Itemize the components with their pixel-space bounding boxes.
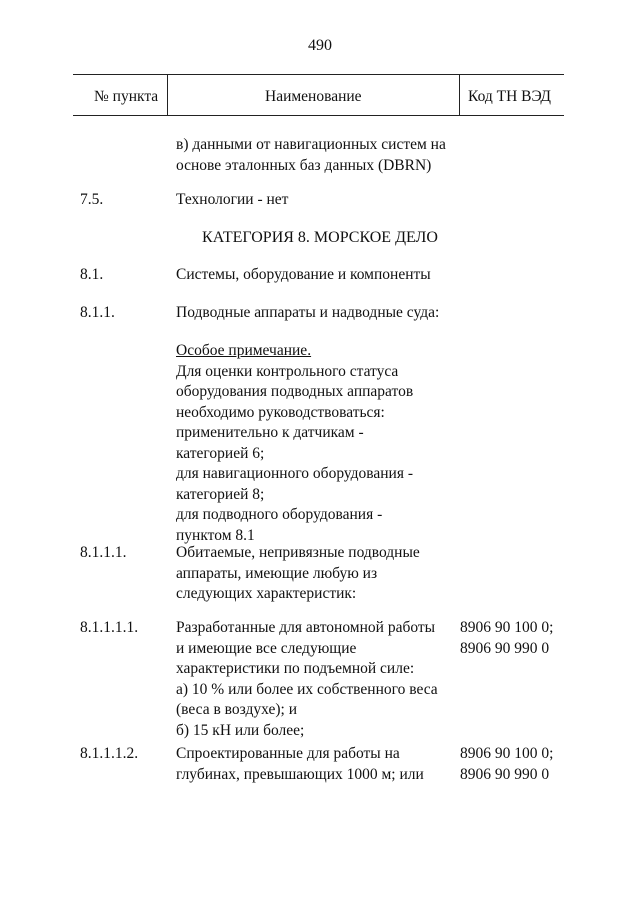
item-text-line: аппараты, имеющие любую из (176, 564, 378, 582)
item-text-line: категорией 8; (176, 485, 265, 503)
header-divider-1 (167, 74, 168, 116)
item-number: 8.1.1. (80, 304, 115, 321)
item-text (176, 135, 461, 176)
item-text-line: для навигационного оборудования - (176, 465, 414, 482)
header-col-number: № пункта (94, 88, 159, 105)
item-text-line: а) 10 % или более их собственного веса (176, 680, 438, 698)
item-number: 8.1.1.1.2. (80, 745, 139, 762)
item-text-line: Спроектированные для работы на (176, 745, 400, 762)
item-text-line: для подводного оборудования - (176, 506, 383, 523)
item-text-line: следующих характеристик: (176, 585, 357, 602)
item-codes (460, 744, 570, 785)
item-text-line: необходимо руководствоваться: (176, 403, 385, 421)
header-col-code: Код ТН ВЭД (468, 88, 552, 105)
item-text (176, 303, 461, 324)
item-text-line: Системы, оборудование и компоненты (176, 266, 431, 283)
special-note-title: Особое примечание. (176, 342, 312, 359)
tn-ved-code: 8906 90 990 0 (460, 765, 550, 783)
tn-ved-code: 8906 90 990 0 (460, 639, 550, 657)
header-col-name: Наименование (265, 88, 362, 105)
item-text (176, 744, 461, 785)
item-text (176, 543, 461, 605)
category-heading: КАТЕГОРИЯ 8. МОРСКОЕ ДЕЛО (202, 229, 438, 246)
item-text-line: категорией 6; (176, 444, 265, 462)
item-number: 8.1.1.1.1. (80, 619, 139, 636)
tn-ved-code: 8906 90 100 0; (460, 745, 554, 762)
item-text-line: Технологии - нет (176, 191, 289, 208)
item-text-line: (веса в воздухе); и (176, 701, 297, 718)
item-text (176, 265, 461, 286)
page-number: 490 (308, 37, 332, 54)
header-bottom-rule (73, 115, 564, 116)
item-number: 8.1. (80, 266, 104, 283)
header-divider-2 (459, 74, 460, 116)
header-top-rule (73, 74, 564, 75)
item-codes (460, 618, 570, 659)
item-text-line: глубинах, превышающих 1000 м; или (176, 765, 424, 783)
item-number: 8.1.1.1. (80, 544, 127, 561)
item-text-line: б) 15 кН или более; (176, 721, 305, 739)
item-text-line: Для оценки контрольного статуса (176, 362, 399, 380)
tn-ved-code: 8906 90 100 0; (460, 619, 554, 636)
item-text-line: характеристики по подъемной силе: (176, 660, 415, 677)
item-text-line: основе эталонных баз данных (DBRN) (176, 156, 432, 174)
item-text-line: Подводные аппараты и надводные суда: (176, 304, 440, 321)
item-text-line: и имеющие все следующие (176, 639, 357, 657)
item-text (176, 190, 461, 211)
special-note (176, 341, 461, 546)
item-text-line: Разработанные для автономной работы (176, 619, 436, 636)
item-text-line: применительно к датчикам - (176, 424, 364, 441)
item-text-line: Обитаемые, непривязные подводные (176, 544, 420, 561)
item-text-line: в) данными от навигационных систем на (176, 136, 446, 153)
item-text-line: оборудования подводных аппаратов (176, 383, 414, 400)
item-text-line: пунктом 8.1 (176, 526, 255, 544)
item-text (176, 618, 461, 741)
item-number: 7.5. (80, 191, 104, 208)
